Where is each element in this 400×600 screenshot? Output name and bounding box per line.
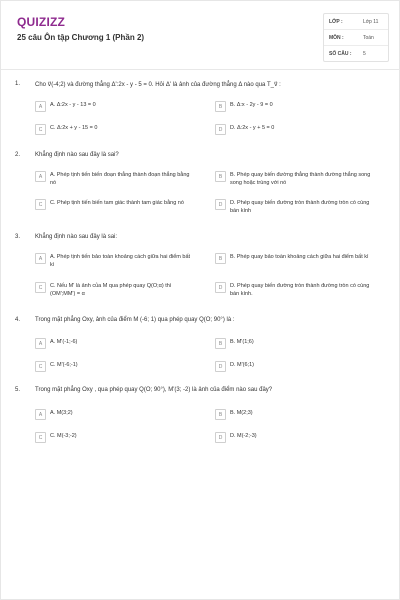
meta-table	[323, 13, 389, 62]
option-text: D. Phép quay biến đường tròn thành đường tròn có cùng bán kính	[230, 200, 370, 214]
worksheet-header	[1, 1, 399, 63]
page-title: 25 câu Ôn tập Chương 1 (Phần 2)	[17, 33, 145, 42]
option-text: D. Phép quay biến đường tròn thành đường tròn có cùng bán kính.	[230, 283, 370, 297]
option-c[interactable]	[35, 124, 195, 135]
option-c[interactable]	[35, 282, 195, 298]
option-text: A. Phép tịnh tiến biến đoạn thẳng thành đoạn thẳng bằng nó	[50, 172, 190, 186]
option-letter-box: B	[215, 171, 226, 182]
option-b[interactable]	[215, 253, 375, 264]
option-letter-box: A	[35, 409, 46, 420]
option-text: C. Phép tịnh tiến biến tam giác thành tam giác bằng nó	[50, 200, 184, 206]
option-text: B. Phép quay biến đường thẳng thành đường thẳng song song hoặc trùng với nó	[230, 172, 371, 186]
option-text: D. M(-2;-3)	[230, 433, 257, 439]
header-divider	[1, 69, 400, 70]
option-letter-box: B	[215, 409, 226, 420]
question-number: 3.	[15, 234, 21, 240]
option-text: C. Δ:2x + y - 15 = 0	[50, 125, 98, 131]
option-text: D. M'(6;1)	[230, 362, 254, 368]
meta-value: 5	[363, 50, 366, 57]
option-d[interactable]	[215, 124, 375, 135]
option-a[interactable]	[35, 409, 195, 420]
meta-row-count	[324, 46, 388, 61]
option-b[interactable]	[215, 409, 375, 420]
option-letter-box: C	[35, 282, 46, 293]
option-text: A. M(3;2)	[50, 410, 73, 416]
option-letter-box: C	[35, 199, 46, 210]
option-c[interactable]	[35, 361, 195, 372]
option-b[interactable]	[215, 338, 375, 349]
option-letter-box: A	[35, 338, 46, 349]
meta-row-class	[324, 14, 388, 30]
option-letter-box: B	[215, 338, 226, 349]
option-text: A. Δ:2x - y - 13 = 0	[50, 102, 96, 108]
option-letter-box: A	[35, 101, 46, 112]
option-letter-box: D	[215, 432, 226, 443]
meta-value: Lớp 11	[363, 18, 379, 25]
quizizz-logo: QUIZIZZ	[17, 15, 66, 29]
question-text: Khẳng định nào sau đây là sai?	[35, 152, 119, 158]
option-letter-box: D	[215, 361, 226, 372]
option-c[interactable]	[35, 432, 195, 443]
option-a[interactable]	[35, 171, 195, 187]
option-text: B. Phép quay bảo toàn khoảng cách giữa hai điểm bất kì	[230, 254, 369, 260]
option-letter-box: C	[35, 361, 46, 372]
option-text: C. M(-3;-2)	[50, 433, 77, 439]
option-letter-box: C	[35, 432, 46, 443]
meta-label: LỚP :	[329, 18, 343, 25]
option-text: A. Phép tịnh tiến bảo toàn khoảng cách giữa hai điểm bất kì	[50, 254, 191, 268]
question-number: 5.	[15, 387, 21, 393]
option-text: B. Δ:x - 2y - 9 = 0	[230, 102, 273, 108]
option-text: A. M'(-1;-6)	[50, 339, 78, 345]
question-number: 1.	[15, 81, 21, 87]
option-letter-box: C	[35, 124, 46, 135]
question-number: 2.	[15, 152, 21, 158]
option-letter-box: A	[35, 253, 46, 264]
question-text: Cho v⃗(-4;2) và đường thẳng Δ':2x - y - 5 = 0. Hỏi Δ' là ảnh của đường thẳng Δ nào qua T_v⃗ :	[35, 82, 281, 88]
question-number: 4.	[15, 317, 21, 323]
option-letter-box: D	[215, 199, 226, 210]
question-text: Khẳng định nào sau đây là sai:	[35, 234, 118, 240]
option-c[interactable]	[35, 199, 195, 210]
option-a[interactable]	[35, 253, 195, 269]
question-text: Trong mặt phẳng Oxy , qua phép quay Q(O; 90°), M'(3; -2) là ảnh của điểm nào sau đây?	[35, 387, 273, 393]
option-b[interactable]	[215, 101, 375, 112]
question-text: Trong mặt phẳng Oxy, ảnh của điểm M (-6; 1) qua phép quay Q(O; 90°) là :	[35, 317, 235, 323]
meta-value: Toán	[363, 34, 374, 41]
option-text: B. M'(1;6)	[230, 339, 254, 345]
option-text: D. Δ:2x - y + 5 = 0	[230, 125, 275, 131]
option-d[interactable]	[215, 199, 375, 215]
option-a[interactable]	[35, 101, 195, 112]
option-text: B. M(2;3)	[230, 410, 253, 416]
meta-row-subject	[324, 30, 388, 46]
option-d[interactable]	[215, 282, 375, 298]
meta-label: SỐ CÂU :	[329, 50, 352, 57]
meta-label: MÔN :	[329, 34, 344, 41]
option-letter-box: B	[215, 101, 226, 112]
option-letter-box: D	[215, 282, 226, 293]
option-letter-box: D	[215, 124, 226, 135]
option-text: C. Nếu M' là ảnh của M qua phép quay Q(O;α) thì (OM';MM') = α	[50, 283, 172, 297]
option-text: C. M'(-6;-1)	[50, 362, 78, 368]
option-d[interactable]	[215, 432, 375, 443]
option-letter-box: B	[215, 253, 226, 264]
option-letter-box: A	[35, 171, 46, 182]
option-d[interactable]	[215, 361, 375, 372]
option-a[interactable]	[35, 338, 195, 349]
option-b[interactable]	[215, 171, 375, 187]
